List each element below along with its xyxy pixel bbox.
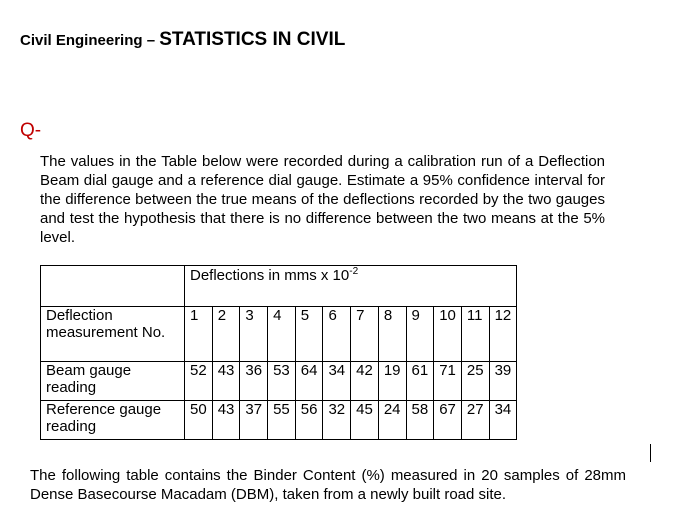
text-cursor bbox=[650, 444, 651, 462]
table-cell: 58 bbox=[406, 401, 434, 440]
table-cell: 27 bbox=[461, 401, 489, 440]
table-cell: 45 bbox=[351, 401, 379, 440]
table-cell: 64 bbox=[295, 362, 323, 401]
table-row bbox=[41, 307, 517, 362]
table-cell: 9 bbox=[406, 307, 434, 362]
table-cell: 42 bbox=[351, 362, 379, 401]
table-cell: 4 bbox=[268, 307, 296, 362]
table-cell: 12 bbox=[489, 307, 517, 362]
header-dash: – bbox=[142, 32, 160, 49]
table-cell: 11 bbox=[461, 307, 489, 362]
table-caption-row bbox=[41, 266, 517, 307]
table-cell: 8 bbox=[378, 307, 406, 362]
row-label: Reference gauge reading bbox=[41, 401, 185, 440]
table-cell: 39 bbox=[489, 362, 517, 401]
subject-label: Civil Engineering bbox=[20, 32, 143, 49]
table-cell: 1 bbox=[185, 307, 213, 362]
table-cell: 32 bbox=[323, 401, 351, 440]
document-title: STATISTICS IN CIVIL bbox=[159, 29, 346, 50]
table-cell: 7 bbox=[351, 307, 379, 362]
table-cell: 36 bbox=[240, 362, 268, 401]
table-cell: 67 bbox=[434, 401, 462, 440]
row-label: Beam gauge reading bbox=[41, 362, 185, 401]
table-cell: 43 bbox=[212, 362, 240, 401]
question-label: Q- bbox=[20, 120, 42, 141]
table-cell: 19 bbox=[378, 362, 406, 401]
table-cell: 34 bbox=[489, 401, 517, 440]
row-label: Deflection measurement No. bbox=[41, 307, 185, 362]
table-cell: 53 bbox=[268, 362, 296, 401]
table-row bbox=[41, 401, 517, 440]
table-cell: 5 bbox=[295, 307, 323, 362]
table-cell: 37 bbox=[240, 401, 268, 440]
table-cell: 55 bbox=[268, 401, 296, 440]
table-cell: 10 bbox=[434, 307, 462, 362]
table-cell: 43 bbox=[212, 401, 240, 440]
deflection-table bbox=[40, 265, 517, 440]
table-corner-cell bbox=[41, 266, 185, 307]
following-paragraph: The following table contains the Binder Content (%) measured in 20 samples of 28mm Dense Basecourse Macadam (DBM), taken from a newly built road site. bbox=[30, 467, 626, 503]
table-cell: 24 bbox=[378, 401, 406, 440]
table-caption: Deflections in mms x $10^{-2}$ bbox=[185, 266, 517, 307]
table-cell: 3 bbox=[240, 307, 268, 362]
question-text: The values in the Table below were recorded during a calibration run of a Deflection Beam dial gauge and a reference dial gauge. Estimate a 95% confidence interval for the difference between the true means of the deflections recorded by the two gauges and test the hypothesis that there is no difference between the two means at the 5% level. bbox=[40, 153, 605, 246]
table-cell: 56 bbox=[295, 401, 323, 440]
document-header bbox=[20, 29, 345, 51]
table-cell: 52 bbox=[185, 362, 213, 401]
table-row bbox=[41, 362, 517, 401]
table-cell: 71 bbox=[434, 362, 462, 401]
table-cell: 6 bbox=[323, 307, 351, 362]
table-cell: 34 bbox=[323, 362, 351, 401]
table-cell: 25 bbox=[461, 362, 489, 401]
table-cell: 2 bbox=[212, 307, 240, 362]
table-cell: 50 bbox=[185, 401, 213, 440]
table-cell: 61 bbox=[406, 362, 434, 401]
